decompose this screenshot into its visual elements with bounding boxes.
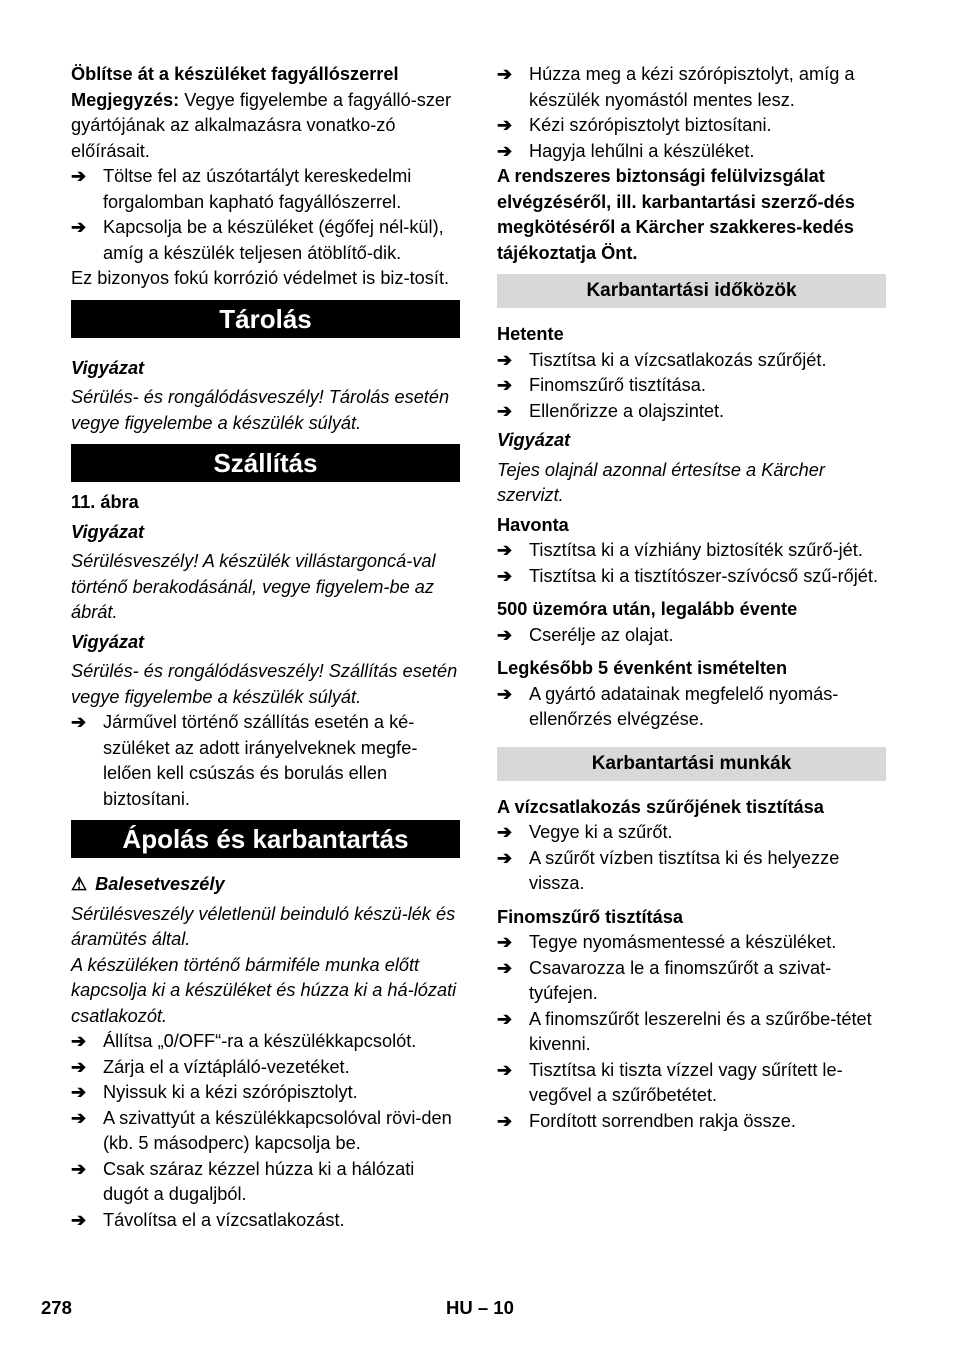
arrow-right-icon: ➔	[71, 217, 87, 237]
list-item	[497, 564, 886, 590]
list-item	[497, 1058, 886, 1109]
heading-antifreeze: Öblítse át a készüléket fagyállószerrel	[71, 64, 399, 84]
page-footer	[0, 1297, 954, 1323]
list-item	[497, 62, 886, 113]
list-item	[497, 956, 886, 1007]
arrow-right-icon: ➔	[71, 1031, 87, 1051]
weekly-list	[497, 348, 886, 425]
arrow-right-icon: ➔	[497, 1110, 513, 1131]
page-number: 278	[41, 1297, 72, 1318]
list-item-text: Tegye nyomásmentessé a készüléket.	[529, 932, 837, 952]
arrow-right-icon: ➔	[497, 1008, 513, 1029]
list-item	[71, 1106, 460, 1157]
storage-caution-text: Sérülés- és rongálódásveszély! Tárolás esetén vegye figyelembe a készülék súlyát.	[71, 387, 450, 433]
years5-list	[497, 682, 886, 733]
list-item-text: Tisztítsa ki tiszta vízzel vagy sűrített le-vegővel a szűrőbetétet.	[529, 1059, 843, 1105]
arrow-right-icon: ➔	[497, 565, 513, 586]
list-item	[71, 1208, 460, 1234]
note-label: Megjegyzés:	[71, 89, 180, 110]
arrow-right-icon: ➔	[497, 140, 513, 161]
transport-caution1-text: Sérülésveszély! A készülék villástargoncá-val történő berakodásánál, vegye figyelem-be az ábrát.	[71, 551, 436, 622]
arrow-right-icon: ➔	[497, 115, 513, 135]
danger-label: Balesetveszély	[95, 874, 225, 894]
list-item-text: Tisztítsa ki a vízhiány biztosíték szűrő-jét.	[529, 540, 863, 560]
list-item-text: Csak száraz kézzel húzza ki a hálózati dugót a dugaljból.	[103, 1158, 415, 1204]
arrow-right-icon: ➔	[71, 1209, 87, 1230]
years5-heading: Legkésőbb 5 évenként ismételten	[497, 658, 788, 678]
list-item	[497, 1007, 886, 1058]
oil-caution-label: Vigyázat	[497, 430, 571, 450]
list-item-text: Húzza meg a kézi szórópisztolyt, amíg a készülék nyomástól mentes lesz.	[529, 64, 855, 110]
arrow-right-icon: ➔	[71, 712, 87, 732]
arrow-right-icon: ➔	[71, 1082, 87, 1102]
list-item	[497, 348, 886, 374]
list-item	[497, 373, 886, 399]
arrow-right-icon: ➔	[497, 624, 513, 645]
fine-filter-heading: Finomszűrő tisztítása	[497, 906, 683, 927]
list-item-text: Nyissuk ki a kézi szórópisztolyt.	[103, 1082, 358, 1102]
service-contract-paragraph: A rendszeres biztonsági felülvizsgálat elvégzéséről, ill. karbantartási szerző-dés megkötéséről a Kärcher szakkeres-kedés tájékoztatja Önt.	[497, 166, 855, 263]
storage-caution-label: Vigyázat	[71, 357, 145, 378]
list-item	[497, 623, 886, 649]
list-item-text: A szivattyút a készülékkapcsolóval rövi-den (kb. 5 másodperc) kapcsolja be.	[103, 1107, 452, 1153]
danger-label-row	[71, 872, 460, 898]
figure-reference: 11. ábra	[71, 492, 139, 512]
list-item-text: Csavarozza le a finomszűrőt a szivat-tyúfejen.	[529, 957, 832, 1003]
release-list	[497, 62, 886, 164]
arrow-right-icon: ➔	[497, 847, 513, 868]
list-item-text: Finomszűrő tisztítása.	[529, 375, 706, 395]
antifreeze-list	[71, 164, 460, 266]
arrow-right-icon: ➔	[497, 64, 513, 84]
list-item	[71, 1055, 460, 1081]
list-item-text: Ellenőrizze a olajszintet.	[529, 400, 725, 421]
arrow-right-icon: ➔	[71, 1107, 87, 1128]
list-item	[71, 215, 460, 266]
list-item-text: Kapcsolja be a készüléket (égőfej nél-kül), amíg a készülék teljesen átöblítő-dik.	[103, 217, 444, 263]
arrow-right-icon: ➔	[497, 349, 513, 370]
section-title-intervals: Karbantartási időközök	[497, 274, 886, 308]
section-title-works: Karbantartási munkák	[497, 747, 886, 781]
arrow-right-icon: ➔	[71, 166, 87, 186]
list-item	[497, 113, 886, 139]
list-item-text: Zárja el a víztápláló-vezetéket.	[103, 1056, 350, 1077]
list-item	[71, 1080, 460, 1106]
arrow-right-icon: ➔	[497, 932, 513, 952]
transport-list	[71, 710, 460, 812]
left-column	[71, 62, 460, 1233]
list-item	[497, 399, 886, 425]
arrow-right-icon: ➔	[71, 1056, 87, 1077]
list-item	[497, 139, 886, 165]
list-item-text: Távolítsa el a vízcsatlakozást.	[103, 1209, 345, 1230]
arrow-right-icon: ➔	[497, 375, 513, 395]
hours500-list	[497, 623, 886, 649]
list-item	[497, 930, 886, 956]
arrow-right-icon: ➔	[497, 400, 513, 421]
arrow-right-icon: ➔	[71, 1158, 87, 1179]
list-item	[497, 820, 886, 846]
list-item	[497, 1109, 886, 1135]
arrow-right-icon: ➔	[497, 822, 513, 842]
transport-caution1-label: Vigyázat	[71, 521, 145, 542]
list-item	[71, 1029, 460, 1055]
arrow-right-icon: ➔	[497, 1059, 513, 1080]
care-steps-list	[71, 1029, 460, 1233]
section-title-transport: Szállítás	[71, 444, 460, 482]
section-title-care: Ápolás és karbantartás	[71, 820, 460, 858]
page-label: HU – 10	[446, 1297, 514, 1318]
monthly-list	[497, 538, 886, 589]
hours500-heading: 500 üzemóra után, legalább évente	[497, 599, 798, 619]
list-item-text: Töltse fel az úszótartályt kereskedelmi forgalomban kapható fagyállószerrel.	[103, 166, 412, 212]
note-text: Vegye figyelembe a fagyálló-szer gyártójának az alkalmazásra vonatko-zó előírásait.	[71, 89, 452, 161]
list-item	[497, 846, 886, 897]
list-item-text: A finomszűrőt leszerelni és a szűrőbe-tétet kivenni.	[529, 1008, 872, 1054]
arrow-right-icon: ➔	[497, 683, 513, 704]
list-item-text: Hagyja lehűlni a készüléket.	[529, 140, 755, 161]
list-item	[497, 682, 886, 733]
monthly-heading: Havonta	[497, 514, 569, 535]
transport-caution2-text: Sérülés- és rongálódásveszély! Szállítás esetén vegye figyelembe a készülék súlyát.	[71, 661, 458, 707]
list-item-text: A szűrőt vízben tisztítsa ki és helyezze vissza.	[529, 847, 840, 893]
list-item-text: A gyártó adatainak megfelelő nyomás-ellenőrzés elvégzése.	[529, 683, 839, 729]
arrow-right-icon: ➔	[497, 540, 513, 560]
list-item-text: Cserélje az olajat.	[529, 624, 674, 645]
note-paragraph	[71, 88, 460, 165]
list-item-text: Tisztítsa ki a vízcsatlakozás szűrőjét.	[529, 349, 827, 370]
weekly-heading: Hetente	[497, 324, 564, 344]
fine-filter-list	[497, 930, 886, 1134]
danger-text-2: A készüléken történő bármiféle munka előtt kapcsolja ki a készüléket és húzza ki a há-lózati csatlakozót.	[71, 954, 457, 1026]
list-item-text: Kézi szórópisztolyt biztosítani.	[529, 115, 772, 135]
transport-caution2-label: Vigyázat	[71, 631, 145, 652]
list-item-text: Tisztítsa ki a tisztítószer-szívócső szű-rőjét.	[529, 565, 879, 586]
list-item	[71, 164, 460, 215]
list-item-text: Fordított sorrendben rakja össze.	[529, 1110, 796, 1131]
corrosion-paragraph: Ez bizonyos fokú korrózió védelmet is biz-tosít.	[71, 268, 450, 288]
list-item-text: Állítsa „0/OFF“-ra a készülékkapcsolót.	[103, 1031, 417, 1051]
oil-caution-text: Tejes olajnál azonnal értesítse a Kärcher szervizt.	[497, 459, 825, 505]
warning-triangle-icon: ⚠	[71, 874, 88, 894]
arrow-right-icon: ➔	[497, 957, 513, 978]
list-item-text: Vegye ki a szűrőt.	[529, 822, 673, 842]
list-item	[71, 1157, 460, 1208]
list-item-text: Járművel történő szállítás esetén a ké-szüléket az adott irányelveknek megfe-lelően kell csúszás és borulás ellen biztosítani.	[103, 712, 418, 809]
list-item	[71, 710, 460, 812]
danger-text-1: Sérülésveszély véletlenül beinduló készü-lék és áramütés által.	[71, 903, 456, 949]
section-title-storage: Tárolás	[71, 300, 460, 338]
list-item	[497, 538, 886, 564]
right-column	[497, 62, 886, 1134]
water-filter-heading: A vízcsatlakozás szűrőjének tisztítása	[497, 796, 824, 817]
water-filter-list	[497, 820, 886, 897]
